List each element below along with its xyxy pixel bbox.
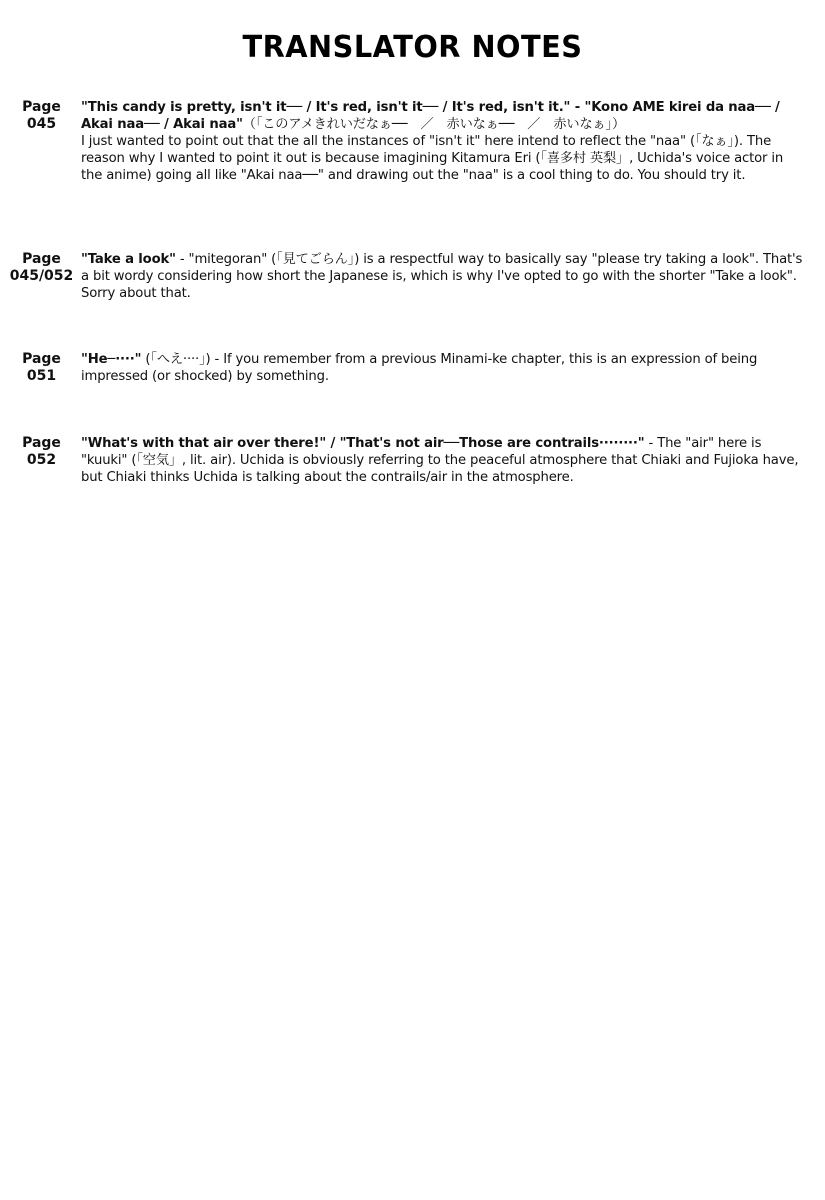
page-label-number: 045/052 bbox=[9, 268, 74, 284]
page-label-word: Page bbox=[22, 351, 61, 367]
page-title: TRANSLATOR NOTES bbox=[242, 30, 583, 65]
note-text bbox=[81, 251, 807, 302]
note-heading: This candy is pretty, isn't it── / It's red, isn't it── / It's red, isn't it." - "Kono AME kirei da naa── / Akai naa── / Akai naa" bbox=[81, 100, 780, 132]
page-label bbox=[5, 435, 78, 469]
page-label bbox=[5, 351, 78, 385]
note-heading-quote-mark: " bbox=[81, 100, 88, 115]
page-label-word: Page bbox=[22, 99, 61, 115]
page-label bbox=[5, 251, 78, 285]
note-body: - The "air" here is "kuuki" (「空気」, lit. air). Uchida is obviously referring to the peaceful atmosphere that Chiaki and Fujioka have, but Chiaki thinks Uchida is talking about the contrails/air in the atmosphere. bbox=[81, 436, 799, 485]
page-label-word: Page bbox=[22, 251, 61, 267]
note-heading: "Take a look" bbox=[81, 252, 176, 267]
note-heading: "What's with that air over there!" / "That's not air──Those are contrails········" bbox=[81, 436, 645, 451]
note-japanese: （「このアメきれいだなぁ── ／ 赤いなぁ── ／ 赤いなぁ」） bbox=[242, 117, 626, 132]
note-body: - "mitegoran" (「見てごらん」) is a respectful way to basically say "please try taking a look". That's a bit wordy considering how short the Japanese is, which is why I've opted to go with the shorter "Take a look". Sorry about that. bbox=[81, 252, 803, 301]
page-label-number: 052 bbox=[26, 452, 57, 468]
note-body: I just wanted to point out that the all the instances of "isn't it" here intend to reflect the "naa" (「なぁ」). The reason why I wanted to point it out is because imagining Kitamura Eri (「喜多村 英梨」, Uchida's voice actor in the anime) going all like "Akai naa──" and drawing out the "naa" is a cool thing to do. You should try it. bbox=[81, 134, 784, 183]
note-body: (「へえ····」) - If you remember from a previous Minami-ke chapter, this is an expression of being impressed (or shocked) by something. bbox=[81, 352, 758, 384]
page-label-word: Page bbox=[22, 435, 61, 451]
note-heading: "He─····" bbox=[81, 352, 142, 367]
note-text bbox=[81, 435, 807, 486]
page-label bbox=[5, 99, 78, 133]
page-label-number: 045 bbox=[26, 116, 57, 132]
page-label-number: 051 bbox=[26, 368, 57, 384]
note-text bbox=[81, 351, 807, 385]
note-text bbox=[81, 99, 807, 184]
